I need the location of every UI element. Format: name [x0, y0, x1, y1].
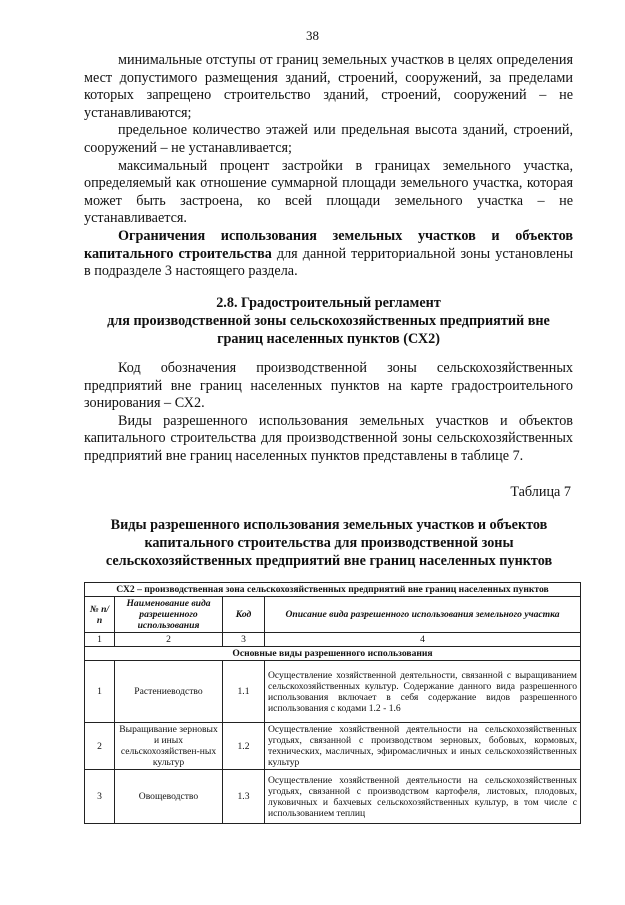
section-heading-line3: границ населенных пунктов (СХ2) — [217, 331, 440, 347]
table-zone-header: СХ2 – производственная зона сельскохозяйственных предприятий вне границ населенных пунктов — [85, 583, 581, 597]
zone-description — [84, 360, 573, 466]
use-types-table — [84, 582, 581, 824]
row-description: Осуществление хозяйственной деятельности на сельскохозяйственных угодьях, связанной с производством зерновых, бобовых, кормовых, технических, масличных, эфиромасличных и иных сельскохозяйственных культур — [265, 723, 581, 770]
section-heading-line1: 2.8. Градостроительный регламент — [216, 295, 441, 311]
col-number: 1 — [85, 633, 115, 647]
table-title — [74, 516, 584, 570]
table-row — [85, 770, 581, 824]
col-number: 2 — [115, 633, 223, 647]
paragraph-building-percent: максимальный процент застройки в границах земельного участка, определяемый как отношение суммарной площади земельного участка, которая может быть застроена, ко всей площади земельного участка – не устанавливается. — [84, 157, 573, 227]
col-header-description: Описание вида разрешенного использования земельного участка — [265, 597, 581, 633]
table-column-number-row — [85, 633, 581, 647]
col-number: 3 — [223, 633, 265, 647]
requirements-text — [84, 52, 573, 281]
table-title-line1: Виды разрешенного использования земельных участков и объектов — [110, 517, 548, 533]
row-name: Растениеводство — [115, 661, 223, 723]
table-title-line3: сельскохозяйственных предприятий вне границ населенных пунктов — [105, 553, 553, 569]
table-column-header-row — [85, 597, 581, 633]
row-code: 1.3 — [223, 770, 265, 824]
paragraph-min-setbacks: минимальные отступы от границ земельных участков в целях определения мест допустимого размещения зданий, строений, сооружений, за пределами которых запрещено строительство зданий, строений, сооружений – не устанавливаются; — [84, 52, 573, 121]
table-row — [85, 661, 581, 723]
row-description: Осуществление хозяйственной деятельности, связанной с выращиванием сельскохозяйственных культур. Содержание данного вида разрешенного использования включает в себя содержание видов разрешенного использования с кодами 1.2 - 1.6 — [265, 661, 581, 723]
paragraph-restrictions — [84, 228, 573, 281]
row-num: 1 — [85, 661, 115, 723]
row-code: 1.1 — [223, 661, 265, 723]
col-header-code: Код — [223, 597, 265, 633]
col-number: 4 — [265, 633, 581, 647]
row-description: Осуществление хозяйственной деятельности на сельскохозяйственных угодьях, связанной с производством картофеля, листовых, плодовых, луковичных и бахчевых сельскохозяйственных культур, в том числе с использованием теплиц — [265, 770, 581, 824]
table-group-header-row — [85, 647, 581, 661]
table-row — [85, 723, 581, 770]
table-zone-header-row — [85, 583, 581, 597]
paragraph-floors: предельное количество этажей или предельная высота зданий, строений, сооружений – не устанавливается; — [84, 122, 573, 156]
row-num: 3 — [85, 770, 115, 824]
table-caption: Таблица 7 — [510, 484, 571, 500]
col-header-num: № п/п — [85, 597, 115, 633]
restriction-rest-text: для данной территориальной зоны установлены в подразделе 3 настоящего раздела. — [84, 245, 573, 280]
row-name: Овощеводство — [115, 770, 223, 824]
paragraph-zone-code: Код обозначения производственной зоны сельскохозяйственных предприятий вне границ населенных пунктов на карте градостроительного зонирования – СХ2. — [84, 360, 573, 412]
restriction-bold-text: Ограничения использования земельных участков и объектов капитального строительства — [84, 227, 573, 262]
section-heading — [84, 294, 573, 348]
table-title-line2: капитального строительства для производственной зоны — [144, 535, 514, 551]
row-num: 2 — [85, 723, 115, 770]
row-name: Выращивание зерновых и иных сельскохозяйствен-ных культур — [115, 723, 223, 770]
page-number: 38 — [306, 28, 319, 43]
col-header-name: Наименование вида разрешенного использования — [115, 597, 223, 633]
row-code: 1.2 — [223, 723, 265, 770]
paragraph-use-types: Виды разрешенного использования земельных участков и объектов капитального строительства для производственной зоны сельскохозяйственных предприятий вне границ населенных пунктов представлены в таблице 7. — [84, 412, 573, 464]
table-group-header: Основные виды разрешенного использования — [85, 647, 581, 661]
section-heading-line2: для производственной зоны сельскохозяйственных предприятий вне — [107, 313, 550, 329]
